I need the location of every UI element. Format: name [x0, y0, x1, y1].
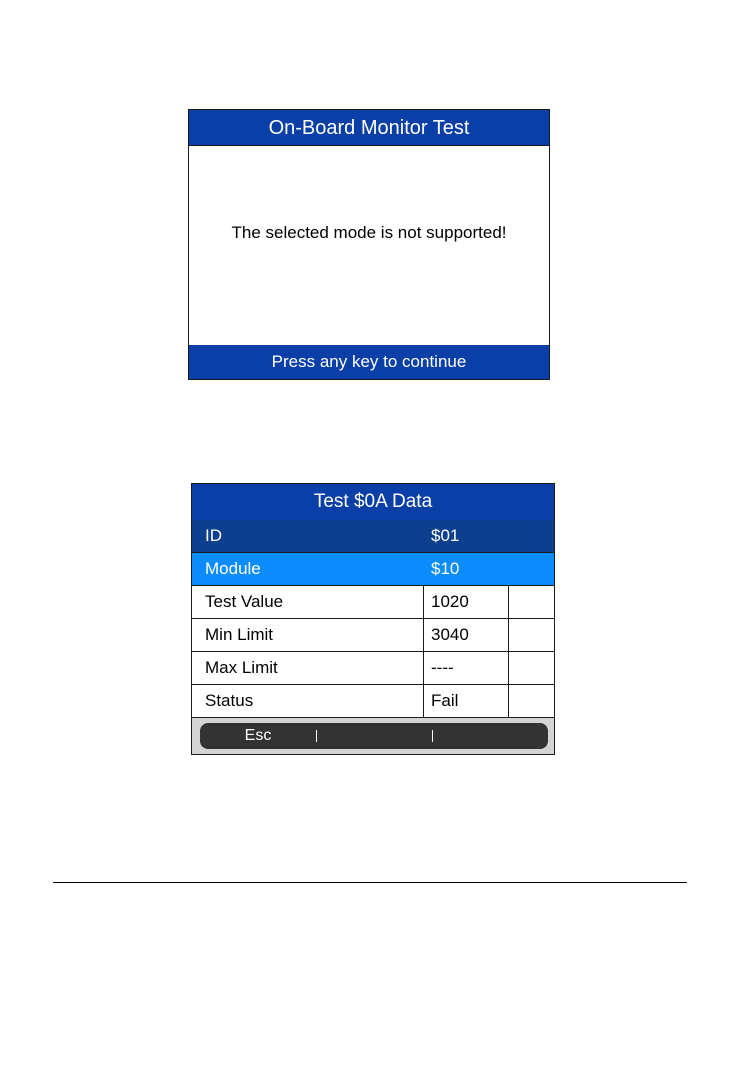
press-any-key-prompt[interactable]: Press any key to continue	[189, 345, 549, 379]
test-data-screen	[191, 483, 555, 755]
row-value-cell: 3040	[424, 619, 509, 651]
row-extra-cell	[509, 619, 554, 651]
row-value-cell: Fail	[424, 685, 509, 717]
table-row-module[interactable]	[192, 553, 554, 586]
screen-title: On-Board Monitor Test	[189, 110, 549, 146]
table-row-min-limit[interactable]	[192, 619, 554, 652]
row-extra-cell	[509, 553, 554, 585]
row-name-cell: Status	[192, 685, 424, 717]
table-row-max-limit[interactable]	[192, 652, 554, 685]
row-value-cell: 1020	[424, 586, 509, 618]
softkey-pill	[200, 723, 548, 749]
row-extra-cell	[509, 652, 554, 684]
row-name-cell: Test Value	[192, 586, 424, 618]
softkey-bar	[192, 718, 554, 754]
screen-title: Test $0A Data	[192, 484, 554, 520]
softkey-2-button[interactable]	[317, 723, 432, 749]
not-supported-message: The selected mode is not supported!	[231, 223, 507, 242]
header-value-cell: $01	[424, 520, 509, 552]
row-value-cell: ----	[424, 652, 509, 684]
row-extra-cell	[509, 685, 554, 717]
row-value-cell: $10	[424, 553, 509, 585]
header-name-cell: ID	[192, 520, 424, 552]
page-divider	[53, 882, 687, 883]
table-row-test-value[interactable]	[192, 586, 554, 619]
table-header-row	[192, 520, 554, 553]
on-board-monitor-test-screen	[188, 109, 550, 380]
table-row-status[interactable]	[192, 685, 554, 718]
header-extra-cell	[509, 520, 554, 552]
esc-button[interactable]: Esc	[244, 727, 272, 744]
row-name-cell: Min Limit	[192, 619, 424, 651]
row-name-cell: Module	[192, 553, 424, 585]
softkey-3-button[interactable]	[433, 723, 548, 749]
test-data-table	[192, 520, 554, 718]
row-name-cell: Max Limit	[192, 652, 424, 684]
row-extra-cell	[509, 586, 554, 618]
